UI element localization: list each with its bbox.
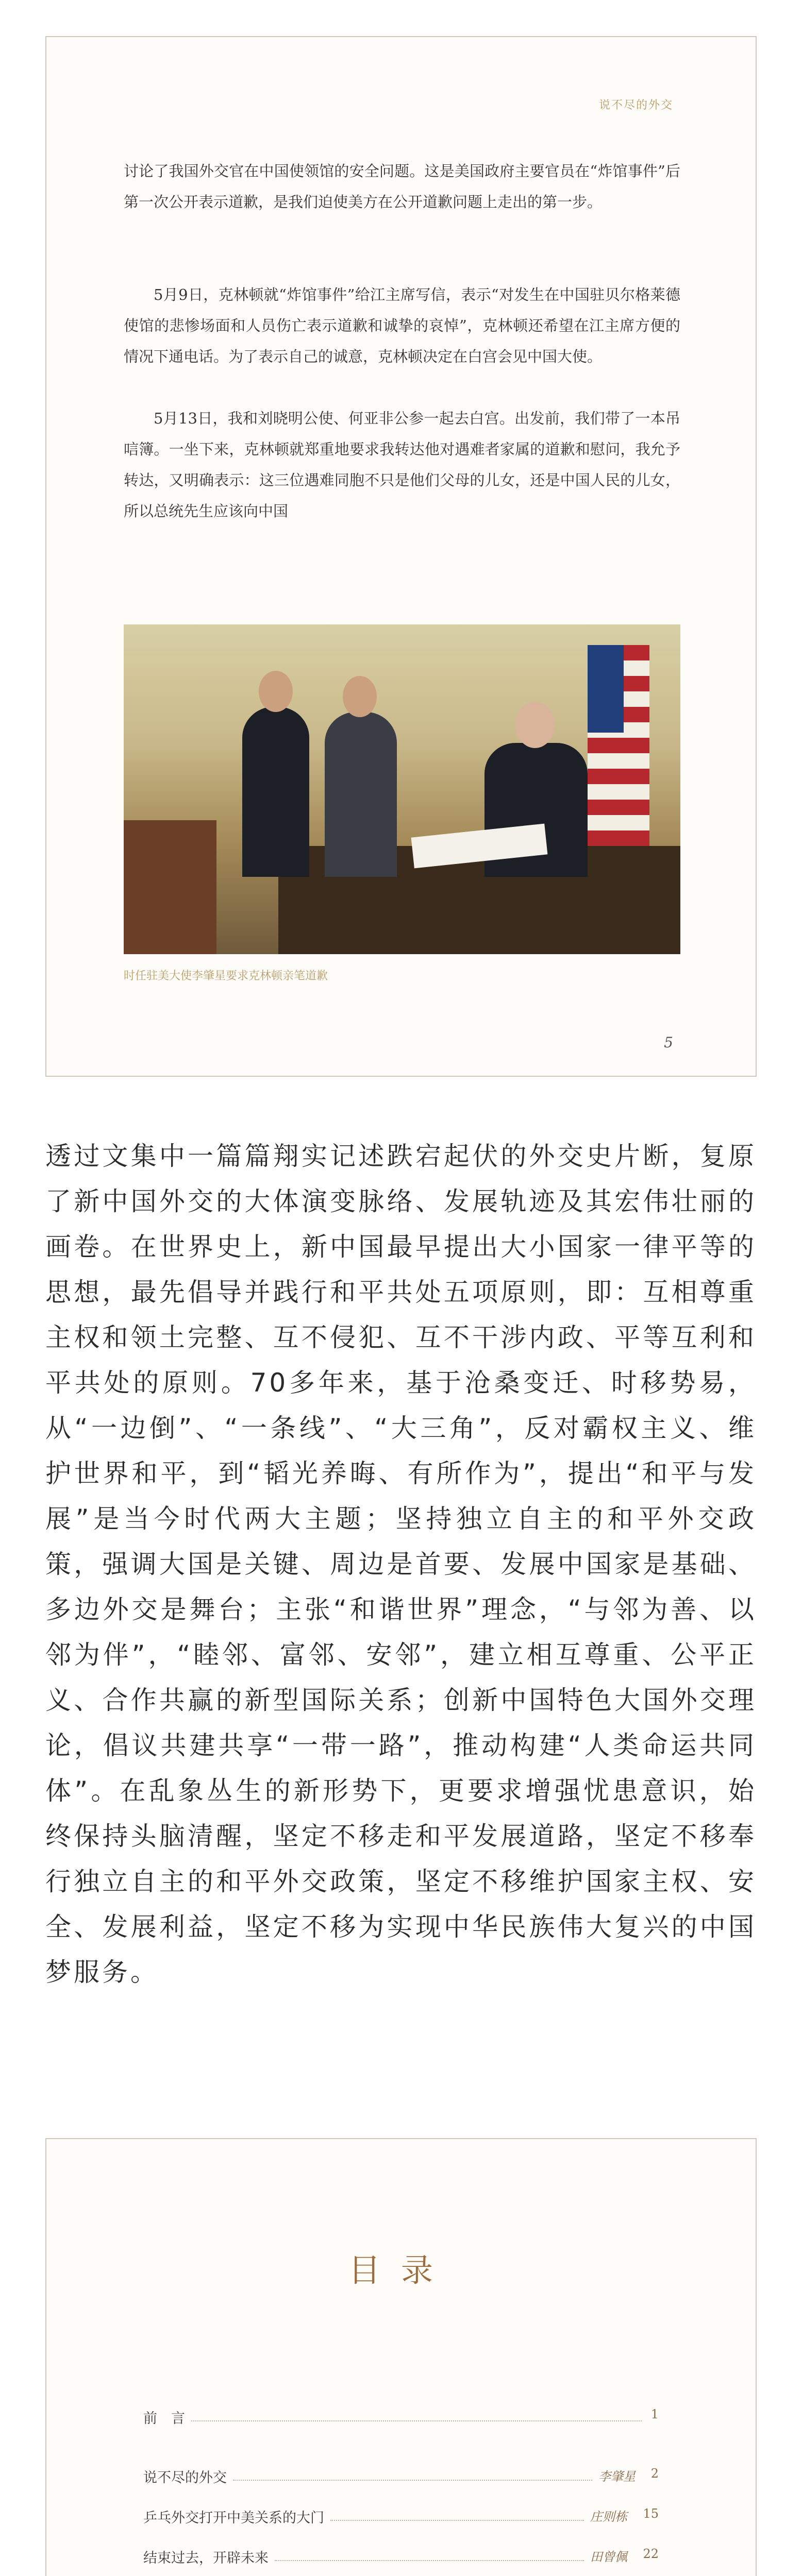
photo-caption: 时任驻美大使李肇星要求克林顿亲笔道歉 <box>124 970 328 982</box>
toc-entry <box>143 2466 659 2492</box>
toc-entry <box>143 2547 659 2572</box>
body-paragraph: 讨论了我国外交官在中国使领馆的安全问题。这是美国政府主要官员在“炸馆事件”后第一次公开表示道歉，是我们迫使美方在公开道歉问题上走出的第一步。 <box>124 162 680 211</box>
toc-entry <box>143 2506 659 2532</box>
toc-entry-author: 李肇星 <box>598 2469 636 2484</box>
toc-title: 目录 <box>348 2251 454 2289</box>
oval-office-photo <box>124 624 680 954</box>
toc-entry-page: 1 <box>650 2407 659 2421</box>
toc-leader-dots <box>191 2420 642 2421</box>
body-paragraph: 5月9日，克林顿就“炸馆事件”给江主席写信，表示“对发生在中国驻贝尔格莱德使馆的悲惨场面和人员伤亡表示道歉和诚挚的哀悼”，克林顿还希望在江主席方便的情况下通电话。为了表示自己的诚意，克林顿决定在白宫会见中国大使。 <box>124 286 680 365</box>
toc-leader-dots <box>233 2480 592 2481</box>
toc-entry-title: 说不尽的外交 <box>143 2470 227 2486</box>
toc-entry-title: 前 言 <box>143 2411 185 2427</box>
toc-leader-dots <box>275 2560 584 2561</box>
toc-entry-title: 乒乓外交打开中美关系的大门 <box>143 2510 324 2526</box>
toc-entry <box>143 2407 659 2433</box>
toc-leader-dots <box>330 2520 584 2521</box>
intro-paragraph: 透过文集中一篇篇翔实记述跌宕起伏的外交史片断，复原了新中国外交的大体演变脉络、发展轨迹及其宏伟壮丽的画卷。在世界史上，新中国最早提出大小国家一律平等的思想，最先倡导并践行和平共处五项原则，即：互相尊重主权和领土完整、互不侵犯、互不干涉内政、平等互利和平共处的原则。70多年来，基于沧桑变迁、时移势易，从“一边倒”、“一条线”、“大三角”，反对霸权主义、维护世界和平，到“韬光养晦、有所作为”，提出“和平与发展”是当今时代两大主题；坚持独立自主的和平外交政策，强调大国是关键、周边是首要、发展中国家是基础、多边外交是舞台；主张“和谐世界”理念，“与邻为善、以邻为伴”，“睦邻、富邻、安邻”，建立相互尊重、公平正义、合作共赢的新型国际关系；创新中国特色大国外交理论，倡议共建共享“一带一路”，推动构建“人类命运共同体”。在乱象丛生的新形势下，更要求增强忧患意识，始终保持头脑清醒，坚定不移走和平发展道路，坚定不移奉行独立自主的和平外交政策，坚定不移维护国家主权、安全、发展利益，坚定不移为实现中华民族伟大复兴的中国梦服务。 <box>45 1141 757 1987</box>
toc-entry-author: 田曾佩 <box>590 2550 627 2564</box>
toc-entry-page: 22 <box>643 2547 659 2561</box>
book-page-card <box>45 36 757 1077</box>
body-paragraph: 5月13日，我和刘晓明公使、何亚非公参一起去白宫。出发前，我们带了一本吊唁簿。一坐下来，克林顿就郑重地要求我转达他对遇难者家属的道歉和慰问，我允予转达，又明确表示：这三位遇难同胞不只是他们父母的儿女，还是中国人民的儿女，所以总统先生应该向中国 <box>124 410 680 520</box>
toc-entry-page: 2 <box>650 2466 659 2481</box>
page-number: 5 <box>664 1034 673 1051</box>
toc-entry-page: 15 <box>643 2506 659 2521</box>
running-header: 说不尽的外交 <box>598 99 673 112</box>
toc-entry-title: 结束过去，开辟未来 <box>143 2550 269 2566</box>
toc-card <box>45 2138 757 2576</box>
toc-entry-author: 庄则栋 <box>590 2510 627 2524</box>
